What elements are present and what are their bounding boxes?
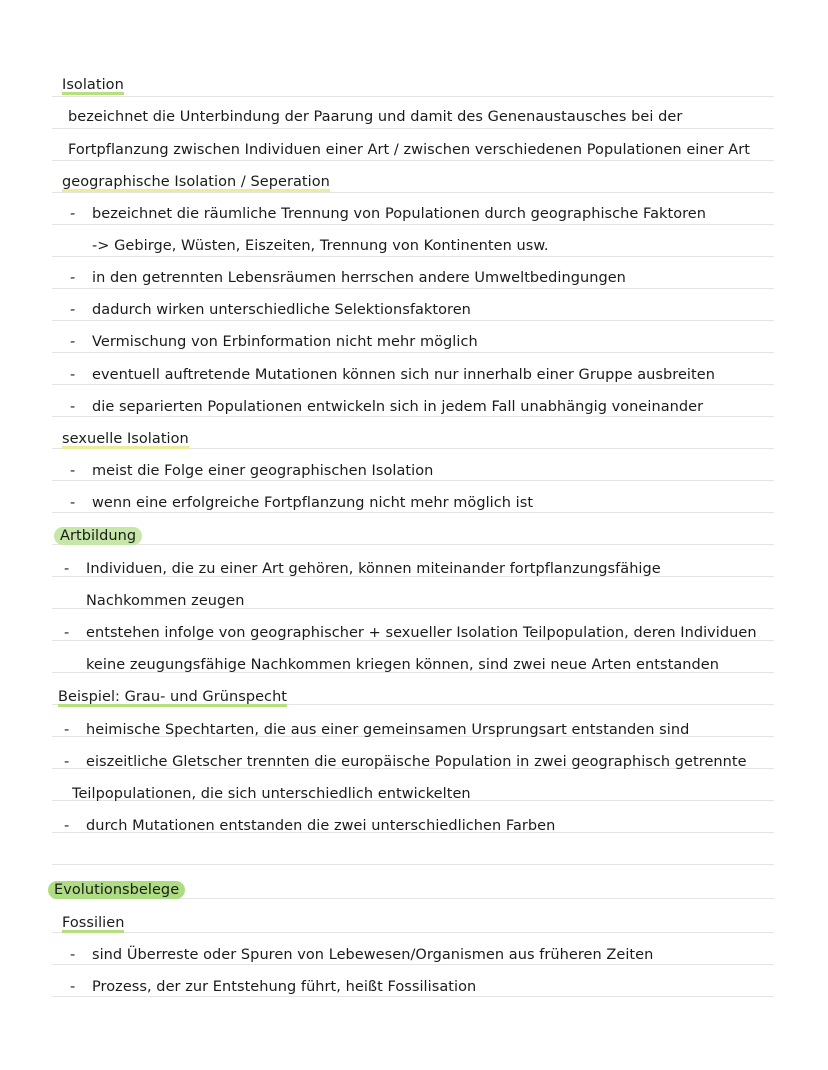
list-item — [64, 559, 661, 579]
heading-text: Fossilien — [62, 915, 125, 931]
ruled-line — [52, 932, 774, 933]
list-item — [70, 461, 433, 481]
list-item-text: sind Überreste oder Spuren von Lebewesen/Organismen aus früheren Zeiten — [92, 947, 654, 963]
ruled-line — [52, 128, 774, 129]
list-item — [70, 300, 471, 320]
bullet: - — [70, 302, 76, 318]
heading-fossils — [62, 913, 124, 933]
bullet: - — [64, 722, 70, 738]
ruled-line — [52, 224, 774, 225]
ruled-line — [52, 256, 774, 257]
heading-sexual-isolation — [62, 429, 189, 449]
list-item — [70, 977, 476, 997]
list-item-text: eventuell auftretende Mutationen können sich nur innerhalb einer Gruppe ausbreiten — [92, 367, 715, 383]
heading-text: Evolutionsbelege — [48, 881, 185, 899]
list-item — [64, 720, 689, 740]
list-item-text: bezeichnet die räumliche Trennung von Populationen durch geographische Faktoren — [92, 206, 707, 222]
definition-line: bezeichnet die Unterbindung der Paarung und damit des Genenaustausches bei der — [68, 109, 683, 125]
list-item-continuation: Nachkommen zeugen — [86, 593, 245, 609]
list-item — [70, 365, 715, 385]
list-item-text: die separierten Populationen entwickeln sich in jedem Fall unabhängig voneinander — [92, 399, 704, 415]
ruled-line — [52, 352, 774, 353]
ruled-line — [52, 288, 774, 289]
bullet: - — [70, 947, 76, 963]
heading-text: sexuelle Isolation — [62, 431, 189, 447]
heading-text: geographische Isolation / Seperation — [62, 174, 330, 190]
list-item-text: wenn eine erfolgreiche Fortpflanzung nicht mehr möglich ist — [92, 495, 534, 511]
list-item-continuation: keine zeugungsfähige Nachkommen kriegen können, sind zwei neue Arten entstanden — [86, 657, 719, 673]
list-item-text: durch Mutationen entstanden die zwei unterschiedlichen Farben — [86, 818, 556, 834]
list-item-text: Individuen, die zu einer Art gehören, können miteinander fortpflanzungsfähige — [86, 561, 661, 577]
definition-line: Fortpflanzung zwischen Individuen einer Art / zwischen verschiedenen Populationen einer Art — [68, 142, 750, 158]
heading-example — [58, 687, 287, 707]
ruled-line — [52, 544, 774, 545]
bullet: - — [64, 561, 70, 577]
list-item-text: dadurch wirken unterschiedliche Selektionsfaktoren — [92, 302, 471, 318]
bullet: - — [70, 979, 76, 995]
heading-speciation — [54, 526, 142, 546]
heading-text: Beispiel: Grau- und Grünspecht — [58, 689, 288, 705]
bullet: - — [70, 270, 76, 286]
list-item — [64, 752, 747, 772]
bullet: - — [64, 625, 70, 641]
list-item-text: eiszeitliche Gletscher trennten die europäische Population in zwei geographisch getrennte — [86, 754, 747, 770]
bullet: - — [64, 818, 70, 834]
list-item — [70, 397, 703, 417]
list-item — [70, 332, 478, 352]
bullet: - — [70, 206, 76, 222]
ruled-line — [52, 192, 774, 193]
list-item-sub: -> Gebirge, Wüsten, Eiszeiten, Trennung von Kontinenten usw. — [92, 238, 549, 254]
bullet: - — [70, 495, 76, 511]
list-item — [70, 204, 706, 224]
heading-text: Artbildung — [54, 527, 142, 545]
ruled-line — [52, 96, 774, 97]
heading-text: Isolation — [62, 77, 124, 93]
bullet: - — [70, 334, 76, 350]
list-item — [70, 493, 533, 513]
bullet: - — [70, 399, 76, 415]
list-item — [70, 945, 653, 965]
list-item-text: in den getrennten Lebensräumen herrschen andere Umweltbedingungen — [92, 270, 626, 286]
list-item — [70, 268, 626, 288]
list-item-continuation: Teilpopulationen, die sich unterschiedlich entwickelten — [72, 786, 471, 802]
list-item-text: entstehen infolge von geographischer + sexueller Isolation Teilpopulation, deren Individuen — [86, 625, 757, 641]
list-item-text: Vermischung von Erbinformation nicht mehr möglich — [92, 334, 478, 350]
list-item-text: heimische Spechtarten, die aus einer gemeinsamen Ursprungsart entstanden sind — [86, 722, 690, 738]
list-item — [64, 816, 555, 836]
heading-geographic-isolation — [62, 172, 330, 192]
ruled-line — [52, 160, 774, 161]
bullet: - — [64, 754, 70, 770]
bullet: - — [70, 367, 76, 383]
bullet: - — [70, 463, 76, 479]
heading-isolation — [62, 75, 124, 95]
list-item-text: meist die Folge einer geographischen Isolation — [92, 463, 434, 479]
heading-evolution-evidence — [48, 880, 185, 900]
list-item-text: Prozess, der zur Entstehung führt, heißt Fossilisation — [92, 979, 477, 995]
ruled-line — [52, 320, 774, 321]
ruled-line — [52, 864, 774, 865]
list-item — [64, 623, 757, 643]
